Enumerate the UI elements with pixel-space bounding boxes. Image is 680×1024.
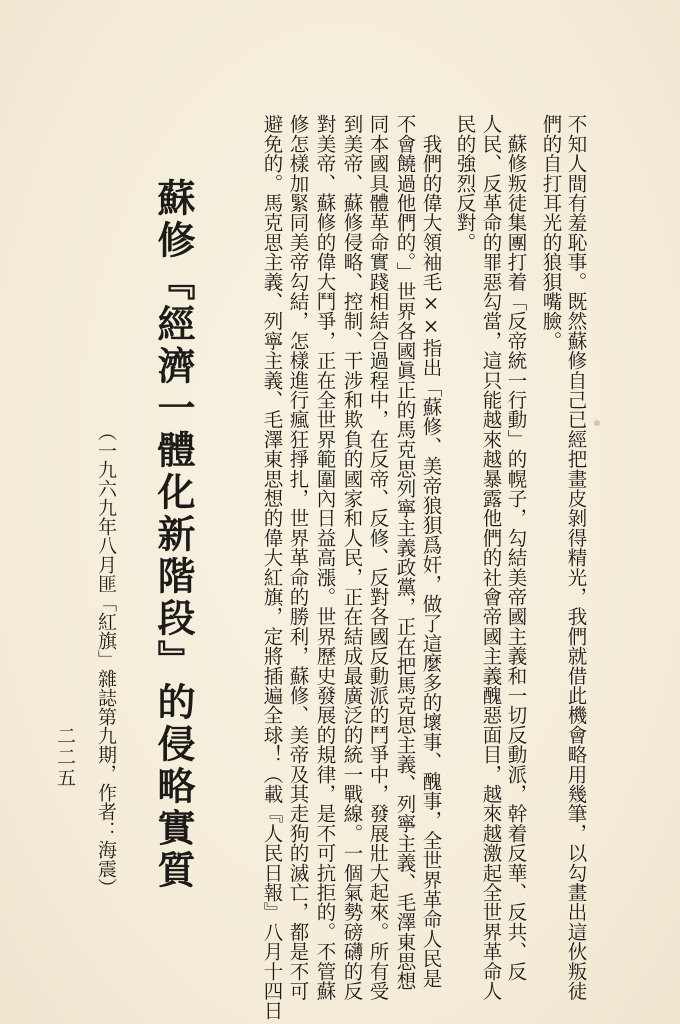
text-line-8: 同本國具體革命實踐相結合過程中，在反帝、反修、反對各國反動派的鬥爭中，發展壯大起來。所有受 (366, 114, 390, 1001)
text-line-5: 民的強烈反對。 (453, 114, 477, 252)
text-line-7: 不會饒過他們的。」世界各國眞正的馬克思列寧主義政黨，正在把馬克思主義、列寧主義、毛澤東思想 (393, 114, 417, 991)
text-line-4: 人民、反革命的罪惡勾當，這只能越來越暴露他們的社會帝國主義醜惡面目，越來越激起全世界革命人 (479, 114, 503, 1001)
text-line-9: 到美帝、蘇修侵略、控制、干涉和欺負的國家和人民，正在結成最廣泛的統一戰線。一個氣勢磅礴的反 (340, 114, 364, 1001)
text-line-1: 不知人間有羞恥事。既然蘇修自己已經把畫皮剝得精光，我們就借此機會略用幾筆，以勾畫出這伙叛徒 (564, 114, 588, 1001)
text-line-6: 我們的偉大領袖毛××指出「蘇修、美帝狼狽爲奸，做了這麼多的壞事、醜事，全世界革命人民是 (419, 114, 443, 988)
source-note: （一九六九年八月匪「紅旗」雜誌第九期，作者：海震） (95, 422, 117, 897)
text-line-3: 蘇修叛徒集團打着「反帝統一行動」的幌子，勾結美帝國主義和一切反動派，幹着反華、反共、反 (504, 114, 528, 981)
article-title: 蘇修『經濟一體化新階段』的侵略實質 (151, 178, 196, 892)
text-line-11: 修怎樣加緊同美帝勾結，怎樣進行瘋狂掙扎，世界革命的勝利，蘇修、美帝及其走狗的滅亡，都是不可 (286, 114, 310, 1001)
text-line-10: 對美帝、蘇修的偉大鬥爭，正在全世界範圍內日益高漲。世界歷史發展的規律，是不可抗拒的。不管蘇 (313, 114, 337, 1001)
text-line-2: 們的自打耳光的狼狽嘴臉。 (539, 114, 563, 351)
paper-speck (594, 420, 600, 426)
page-number: 二二五 (54, 726, 76, 789)
text-line-12: 避免的。馬克思主義、列寧主義、毛澤東思想的偉大紅旗，定將插遍全球！（載『人民日報』八月十四日 (260, 114, 284, 1021)
